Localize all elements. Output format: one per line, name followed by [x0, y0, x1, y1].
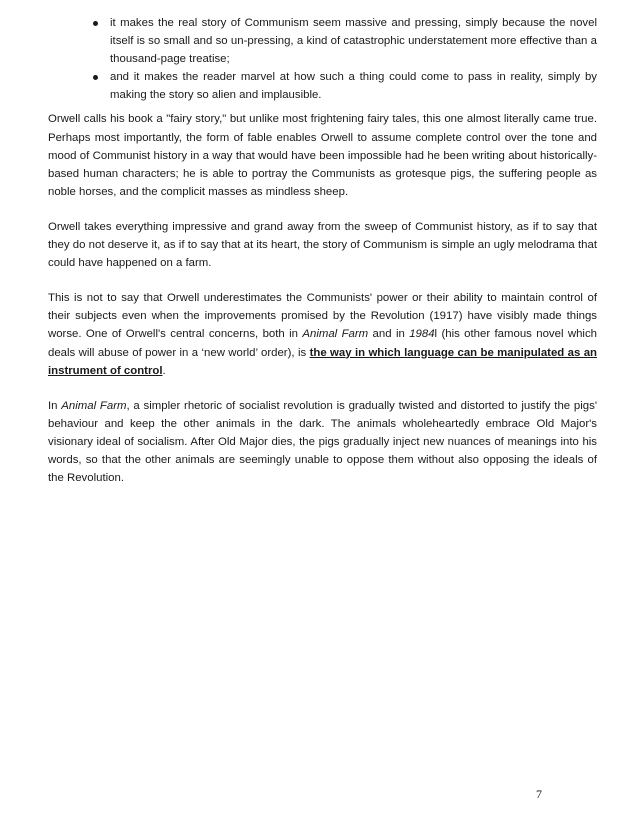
paragraph-sweep-of-history: Orwell takes everything impressive and grand away from the sweep of Communist history, as if to say that they do not deserve it, as if to say that at its heart, the story of Communism is simple an ugly melodrama that could have happened on a farm. — [48, 220, 597, 270]
list-item — [110, 68, 597, 104]
paragraph-fairy-story: Orwell calls his book a "fairy story," but unlike most frightening fairy tales, this one almost literally came true. Perhaps most importantly, the form of fable enables Orwell to assume complete control over the tone and mood of Communist history in a way that would have been impossible had he been writing about historically-based human characters; he is able to portray the Communists as grotesque pigs, the suffering people as noble horses, and the complicit masses as mindless sheep. — [48, 113, 597, 198]
book-title: Animal Farm — [61, 399, 127, 412]
text-run: , a simpler rhetoric of socialist revolution is gradually twisted and distorted to justify the pigs' behaviour and keep the other animals in the dark. The animals wholeheartedly embrace Old Major's visionary ideal of socialism. After Old Major dies, the pigs gradually inject new nuances of meanings into his words, so that the other animals are seemingly unable to oppose them without also opposing the ideals of the Revolution. — [48, 399, 597, 485]
bullet-list — [48, 14, 597, 104]
text-run: l (his other famous novel which deals will abuse of power in a ‘new world’ order), is — [48, 328, 597, 359]
page-body — [48, 14, 597, 504]
page-number: 7 — [536, 787, 542, 801]
text-run: In — [48, 399, 62, 412]
list-item — [110, 14, 597, 68]
paragraph-language-control — [48, 289, 597, 379]
bullet-text: and it makes the reader marvel at how such a thing could come to pass in reality, simply by making the story so alien and implausible. — [110, 71, 597, 102]
text-run: . — [162, 364, 166, 377]
book-title: Animal Farm — [302, 328, 369, 341]
bullet-icon — [93, 75, 98, 80]
paragraph-socialist-rhetoric — [48, 397, 597, 487]
book-title: 1984 — [409, 328, 435, 341]
emphasized-phrase: the way in which language can be manipulated as an instrument of control — [48, 346, 597, 377]
bullet-icon — [93, 21, 98, 26]
bullet-text: it makes the real story of Communism seem massive and pressing, simply because the novel itself is so small and so un-pressing, a kind of catastrophic understatement more effective than a thousand-page treatise; — [110, 17, 597, 66]
text-run: and in — [368, 328, 410, 341]
text-run: This is not to say that Orwell underestimates the Communists' power or their ability to maintain control of their subjects even when the improvements promised by the Revolution (1917) have visibly made things worse. One of Orwell's central concerns, both in — [48, 292, 597, 341]
